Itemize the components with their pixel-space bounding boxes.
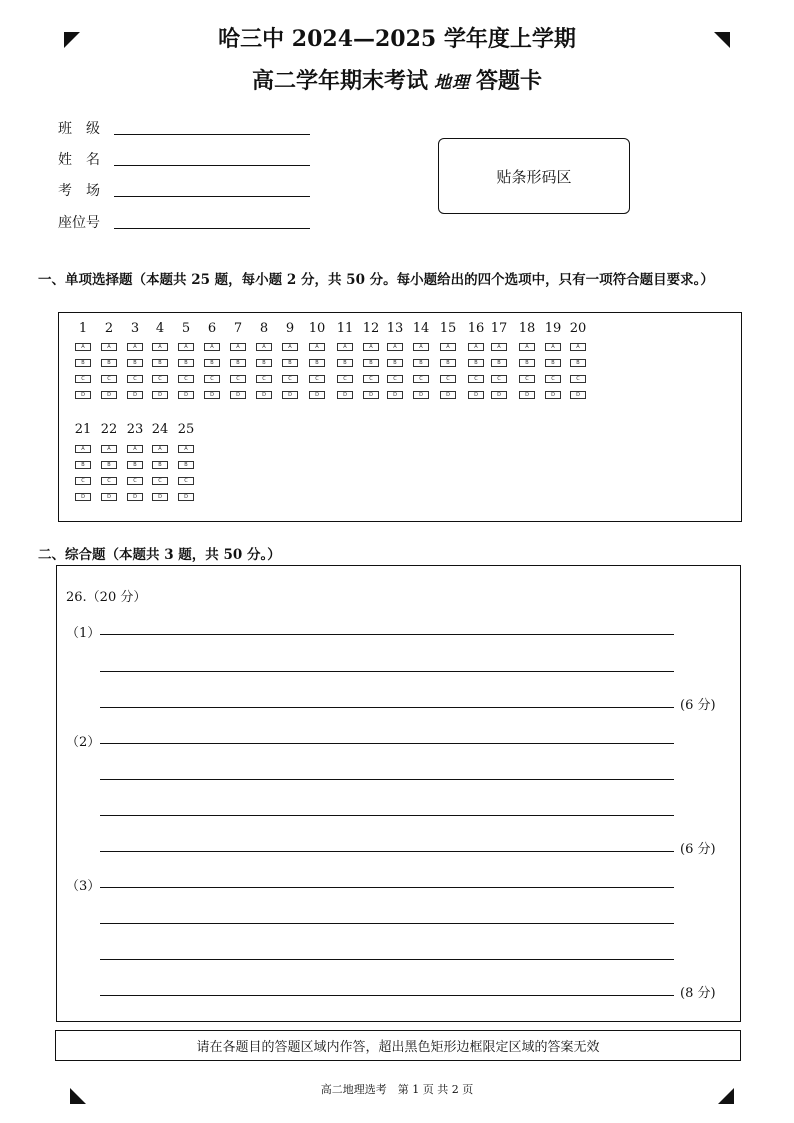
answer-bubble-a[interactable]: A: [75, 445, 91, 453]
question-number: 13: [386, 321, 404, 336]
answer-bubble-d[interactable]: D: [491, 391, 507, 399]
answer-bubble-d[interactable]: D: [75, 493, 91, 501]
answer-bubble-d[interactable]: D: [75, 391, 91, 399]
class-line[interactable]: [114, 134, 310, 135]
question-number: 15: [439, 321, 457, 336]
answer-bubble-b[interactable]: B: [178, 359, 194, 367]
answer-bubble-d[interactable]: D: [178, 493, 194, 501]
part-2-label: （2）: [66, 735, 101, 750]
page-footer: 高二地理选考 第 1 页 共 2 页: [320, 1083, 474, 1096]
question-number: 16: [467, 321, 485, 336]
question-number: 9: [285, 321, 295, 336]
answer-bubble-b[interactable]: B: [413, 359, 429, 367]
section1-title: 一、单项选择题（本题共 25 题，每小题 2 分，共 50 分。每小题给出的四个选项中，只有一项符合题目要求。）: [38, 272, 714, 288]
answer-bubble-d[interactable]: D: [468, 391, 484, 399]
answer-line[interactable]: [100, 634, 674, 635]
answer-bubble-b[interactable]: B: [282, 359, 298, 367]
answer-bubble-b[interactable]: B: [256, 359, 272, 367]
answer-bubble-c[interactable]: C: [387, 375, 403, 383]
answer-line[interactable]: [100, 671, 674, 672]
answer-bubble-b[interactable]: B: [468, 359, 484, 367]
answer-bubble-d[interactable]: D: [204, 391, 220, 399]
question-number: 2: [104, 321, 114, 336]
name-line[interactable]: [114, 165, 310, 166]
answer-line[interactable]: [100, 851, 674, 852]
answer-bubble-d[interactable]: D: [413, 391, 429, 399]
question-number: 24: [151, 422, 169, 437]
class-field[interactable]: [58, 118, 114, 140]
seat-number-field[interactable]: [58, 212, 114, 234]
answer-bubble-b[interactable]: B: [545, 359, 561, 367]
answer-bubble-a[interactable]: A: [127, 343, 143, 351]
answer-bubble-d[interactable]: D: [230, 391, 246, 399]
exam-room-label: 考 场: [58, 183, 100, 199]
answer-bubble-d[interactable]: D: [256, 391, 272, 399]
answer-bubble-c[interactable]: C: [152, 375, 168, 383]
answer-bubble-c[interactable]: C: [440, 375, 456, 383]
answer-bubble-d[interactable]: D: [519, 391, 535, 399]
answer-bubble-d[interactable]: D: [152, 493, 168, 501]
answer-bubble-d[interactable]: D: [309, 391, 325, 399]
question-number: 20: [569, 321, 587, 336]
barcode-label: 贴条形码区: [496, 167, 572, 186]
answer-bubble-d[interactable]: D: [101, 493, 117, 501]
answer-bubble-b[interactable]: B: [127, 359, 143, 367]
answer-bubble-d[interactable]: D: [101, 391, 117, 399]
answer-bubble-b[interactable]: B: [75, 359, 91, 367]
answer-bubble-c[interactable]: C: [413, 375, 429, 383]
answer-bubble-a[interactable]: A: [256, 343, 272, 351]
answer-bubble-c[interactable]: C: [282, 375, 298, 383]
answer-bubble-c[interactable]: C: [256, 375, 272, 383]
answer-bubble-b[interactable]: B: [337, 359, 353, 367]
answer-bubble-c[interactable]: C: [127, 477, 143, 485]
answer-bubble-c[interactable]: C: [309, 375, 325, 383]
notice-text: 请在各题目的答题区域内作答，超出黑色矩形边框限定区域的答案无效: [196, 1040, 600, 1055]
question-number: 5: [181, 321, 191, 336]
question-number: 19: [544, 321, 562, 336]
question-number: 8: [259, 321, 269, 336]
subject-name: 地理: [434, 73, 470, 93]
question-number: 7: [233, 321, 243, 336]
question-number: 21: [74, 422, 92, 437]
answer-bubble-c[interactable]: C: [178, 375, 194, 383]
part-3-score: (8 分): [680, 986, 716, 1001]
answer-bubble-c[interactable]: C: [491, 375, 507, 383]
question-number: 22: [100, 422, 118, 437]
seat-number-label: 座位号: [58, 215, 100, 231]
answer-bubble-a[interactable]: A: [101, 445, 117, 453]
answer-bubble-c[interactable]: C: [75, 375, 91, 383]
answer-bubble-b[interactable]: B: [75, 461, 91, 469]
answer-line[interactable]: [100, 743, 674, 744]
answer-bubble-b[interactable]: B: [309, 359, 325, 367]
question-number: 12: [362, 321, 380, 336]
barcode-area: [438, 138, 630, 214]
subtitle-suffix: 答题卡: [476, 68, 543, 94]
answer-bubble-c[interactable]: C: [178, 477, 194, 485]
answer-bubble-a[interactable]: A: [282, 343, 298, 351]
part-3-label: （3）: [66, 879, 101, 894]
answer-bubble-c[interactable]: C: [570, 375, 586, 383]
part-1-score: (6 分): [680, 698, 716, 713]
answer-line[interactable]: [100, 995, 674, 996]
answer-bubble-d[interactable]: D: [363, 391, 379, 399]
question-number: 3: [130, 321, 140, 336]
answer-bubble-b[interactable]: B: [152, 359, 168, 367]
question-number: 23: [126, 422, 144, 437]
answer-bubble-b[interactable]: B: [387, 359, 403, 367]
answer-line[interactable]: [100, 887, 674, 888]
answer-bubble-c[interactable]: C: [545, 375, 561, 383]
answer-bubble-c[interactable]: C: [101, 375, 117, 383]
answer-bubble-c[interactable]: C: [337, 375, 353, 383]
seat-number-line[interactable]: [114, 228, 310, 229]
answer-bubble-b[interactable]: B: [230, 359, 246, 367]
question-number: 17: [490, 321, 508, 336]
subtitle-prefix: 高二学年期末考试: [251, 68, 428, 94]
answer-bubble-c[interactable]: C: [519, 375, 535, 383]
answer-bubble-d[interactable]: D: [127, 493, 143, 501]
answer-bubble-b[interactable]: B: [204, 359, 220, 367]
exam-room-field[interactable]: [58, 180, 114, 202]
question-number: 1: [78, 321, 88, 336]
exam-room-line[interactable]: [114, 196, 310, 197]
answer-bubble-a[interactable]: A: [570, 343, 586, 351]
exam-title: 哈三中 2024—2025 学年度上学期: [218, 26, 576, 52]
part-2-score: (6 分): [680, 842, 716, 857]
answer-bubble-c[interactable]: C: [468, 375, 484, 383]
answer-bubble-b[interactable]: B: [440, 359, 456, 367]
answer-bubble-a[interactable]: A: [101, 343, 117, 351]
answer-bubble-a[interactable]: A: [413, 343, 429, 351]
question-number: 11: [336, 321, 354, 336]
question-number: 10: [308, 321, 326, 336]
answer-bubble-a[interactable]: A: [204, 343, 220, 351]
multiple-choice-box: [58, 312, 742, 522]
answer-bubble-c[interactable]: C: [127, 375, 143, 383]
answer-bubble-a[interactable]: A: [545, 343, 561, 351]
answer-bubble-d[interactable]: D: [337, 391, 353, 399]
answer-line[interactable]: [100, 923, 674, 924]
section2-title: 二、综合题（本题共 3 题，共 50 分。）: [38, 547, 281, 563]
answer-bubble-b[interactable]: B: [101, 359, 117, 367]
answer-bubble-a[interactable]: A: [152, 445, 168, 453]
answer-bubble-a[interactable]: A: [178, 445, 194, 453]
answer-bubble-a[interactable]: A: [337, 343, 353, 351]
answer-bubble-b[interactable]: B: [127, 461, 143, 469]
answer-bubble-d[interactable]: D: [127, 391, 143, 399]
answer-bubble-d[interactable]: D: [152, 391, 168, 399]
question-number: 25: [177, 422, 195, 437]
answer-bubble-c[interactable]: C: [230, 375, 246, 383]
answer-line[interactable]: [100, 959, 674, 960]
answer-bubble-b[interactable]: B: [101, 461, 117, 469]
answer-bubble-c[interactable]: C: [152, 477, 168, 485]
answer-bubble-b[interactable]: B: [152, 461, 168, 469]
answer-line[interactable]: [100, 779, 674, 780]
answer-bubble-d[interactable]: D: [282, 391, 298, 399]
answer-bubble-b[interactable]: B: [491, 359, 507, 367]
answer-bubble-b[interactable]: B: [363, 359, 379, 367]
answer-bubble-a[interactable]: A: [152, 343, 168, 351]
question-number: 4: [155, 321, 165, 336]
answer-bubble-c[interactable]: C: [204, 375, 220, 383]
name-label: 姓 名: [58, 152, 100, 168]
answer-bubble-a[interactable]: A: [387, 343, 403, 351]
question-number: 18: [518, 321, 536, 336]
answer-bubble-d[interactable]: D: [545, 391, 561, 399]
answer-bubble-a[interactable]: A: [491, 343, 507, 351]
answer-bubble-b[interactable]: B: [519, 359, 535, 367]
answer-bubble-a[interactable]: A: [468, 343, 484, 351]
answer-line[interactable]: [100, 815, 674, 816]
answer-bubble-a[interactable]: A: [75, 343, 91, 351]
question-26-label: 26.（20 分）: [66, 590, 147, 605]
answer-bubble-d[interactable]: D: [440, 391, 456, 399]
question-number: 14: [412, 321, 430, 336]
answer-bubble-a[interactable]: A: [440, 343, 456, 351]
answer-bubble-c[interactable]: C: [363, 375, 379, 383]
answer-bubble-d[interactable]: D: [387, 391, 403, 399]
answer-bubble-a[interactable]: A: [309, 343, 325, 351]
answer-line[interactable]: [100, 707, 674, 708]
part-1-label: （1）: [66, 626, 101, 641]
answer-bubble-b[interactable]: B: [178, 461, 194, 469]
answer-bubble-c[interactable]: C: [75, 477, 91, 485]
notice-box: [55, 1030, 741, 1061]
answer-bubble-c[interactable]: C: [101, 477, 117, 485]
answer-bubble-a[interactable]: A: [519, 343, 535, 351]
answer-bubble-a[interactable]: A: [230, 343, 246, 351]
answer-bubble-a[interactable]: A: [363, 343, 379, 351]
question-number: 6: [207, 321, 217, 336]
answer-bubble-b[interactable]: B: [570, 359, 586, 367]
answer-bubble-a[interactable]: A: [178, 343, 194, 351]
answer-bubble-d[interactable]: D: [570, 391, 586, 399]
name-field[interactable]: [58, 149, 114, 171]
class-label: 班 级: [58, 121, 100, 137]
answer-bubble-d[interactable]: D: [178, 391, 194, 399]
exam-subtitle: [0, 64, 794, 95]
answer-bubble-a[interactable]: A: [127, 445, 143, 453]
